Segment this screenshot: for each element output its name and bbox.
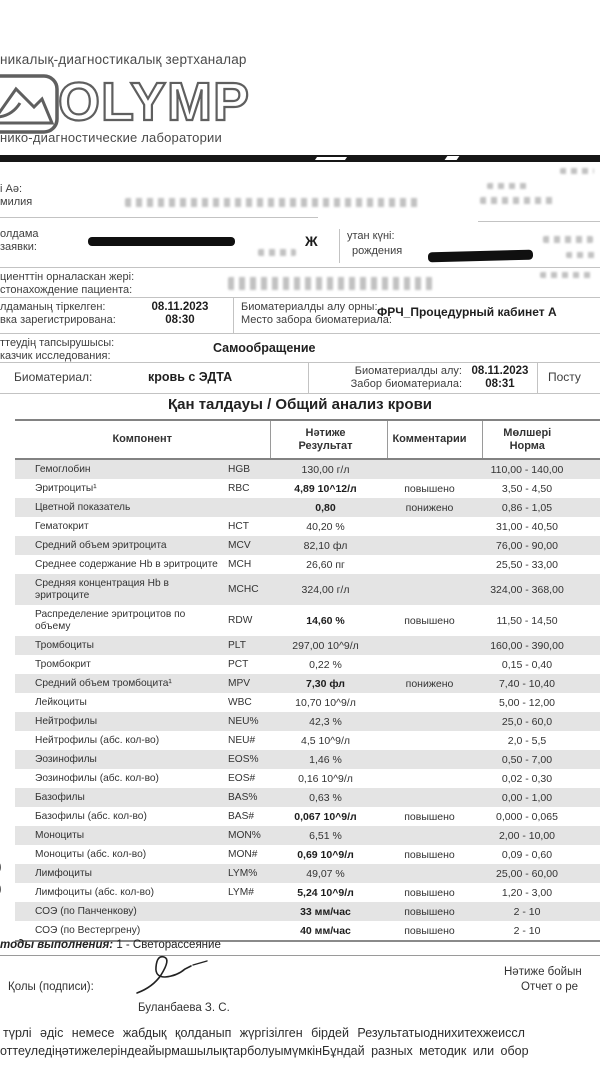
result-value: 82,10 фл bbox=[303, 539, 348, 552]
norm-range: 2,0 - 5,5 bbox=[507, 734, 547, 747]
divider-line bbox=[233, 298, 234, 333]
table-row bbox=[15, 864, 600, 883]
divider-line bbox=[0, 362, 600, 363]
divider-line bbox=[339, 229, 340, 263]
component-code: MCH bbox=[228, 559, 252, 570]
divider-line bbox=[0, 393, 600, 394]
component-code: BAS# bbox=[228, 811, 255, 822]
comment-flag bbox=[387, 693, 482, 712]
component-name-line1: Лимфоциты (абс. кол-во) bbox=[35, 886, 155, 898]
component-name-line1: СОЭ (по Вестергрену) bbox=[35, 924, 141, 936]
header-norm bbox=[482, 420, 600, 459]
table-row bbox=[15, 750, 600, 769]
component-name bbox=[15, 459, 228, 479]
norm-range: 1,20 - 3,00 bbox=[501, 886, 553, 899]
component-name bbox=[15, 574, 228, 605]
redacted-value bbox=[560, 168, 594, 174]
result-value: 5,24 10^9/л bbox=[297, 886, 354, 899]
norm-range: 160,00 - 390,00 bbox=[490, 639, 564, 652]
table-row bbox=[15, 636, 600, 655]
table-row bbox=[15, 605, 600, 636]
table-row bbox=[15, 845, 600, 864]
table-row bbox=[15, 883, 600, 902]
component-code: MCV bbox=[228, 540, 251, 551]
patient-name-label-ru: милия bbox=[0, 196, 33, 208]
table-row bbox=[15, 498, 600, 517]
gender-value: Ж bbox=[305, 233, 318, 249]
request-label-kz: олдама bbox=[0, 228, 39, 240]
table-row bbox=[15, 555, 600, 574]
header-result-ru: Результат bbox=[298, 439, 353, 452]
result-value: 1,46 % bbox=[309, 753, 342, 766]
component-code: MCHC bbox=[228, 584, 259, 595]
norm-range: 3,50 - 4,50 bbox=[501, 482, 553, 495]
component-name bbox=[15, 498, 228, 517]
result-value: 14,60 % bbox=[306, 614, 345, 627]
sampling-time: 08:31 bbox=[485, 378, 515, 390]
lab-network-name-kz: никалық-диагностикалық зертханалар bbox=[0, 52, 247, 67]
component-name-line1: Тромбокрит bbox=[35, 658, 91, 670]
divider-line bbox=[537, 363, 538, 393]
component-name bbox=[15, 826, 228, 845]
redacted-request-number bbox=[88, 237, 235, 246]
component-code: RBC bbox=[228, 483, 250, 494]
methods-label: тоды выполнения: bbox=[0, 939, 114, 951]
result-value: 10,70 10^9/л bbox=[295, 696, 356, 709]
component-name-line1: Цветной показатель bbox=[35, 501, 131, 513]
table-row bbox=[15, 712, 600, 731]
divider-line bbox=[0, 217, 318, 218]
signature-icon bbox=[133, 951, 213, 999]
divider-line bbox=[308, 363, 309, 393]
redacted-value bbox=[480, 197, 555, 204]
component-code: EOS% bbox=[228, 754, 259, 765]
methods-value: 1 - Светорассеяние bbox=[116, 939, 221, 951]
table-row bbox=[15, 517, 600, 536]
result-value: 6,51 % bbox=[309, 829, 342, 842]
component-name bbox=[15, 555, 228, 574]
result-note-line1: Нәтиже бойын bbox=[504, 966, 582, 978]
norm-range: 5,00 - 12,00 bbox=[498, 696, 556, 709]
result-value: 40,20 % bbox=[306, 520, 345, 533]
norm-range: 25,0 - 60,0 bbox=[501, 715, 553, 728]
component-code: LYM# bbox=[228, 887, 254, 898]
bar-notch bbox=[315, 157, 347, 160]
comment-flag bbox=[387, 826, 482, 845]
comment-flag bbox=[387, 788, 482, 807]
comment-flag bbox=[387, 769, 482, 788]
result-value: 4,89 10^12/л bbox=[294, 482, 357, 495]
component-code: MON% bbox=[228, 830, 261, 841]
component-code bbox=[228, 902, 270, 921]
redacted-birth-date bbox=[428, 250, 533, 263]
location-label-kz: циенттін орналаскан жері: bbox=[0, 271, 135, 283]
norm-range: 31,00 - 40,50 bbox=[496, 520, 558, 533]
norm-range: 0,86 - 1,05 bbox=[501, 501, 553, 514]
table-row bbox=[15, 788, 600, 807]
comment-flag bbox=[387, 655, 482, 674]
component-name bbox=[15, 605, 228, 636]
patient-name-label-kz: і Аә: bbox=[0, 183, 23, 195]
signature-label: Қолы (подписи): bbox=[8, 981, 94, 993]
result-value: 130,00 г/л bbox=[301, 463, 350, 476]
divider-line bbox=[0, 297, 600, 298]
component-code: MON# bbox=[228, 849, 258, 860]
header-result-kz: Нәтиже bbox=[305, 426, 346, 439]
olymp-logo bbox=[56, 70, 266, 134]
component-name-line1: Средняя концентрация Hb в bbox=[35, 577, 169, 589]
component-name-line1: Тромбоциты bbox=[35, 639, 94, 651]
table-row bbox=[15, 902, 600, 921]
norm-range: 0,00 - 1,00 bbox=[501, 791, 553, 804]
biomaterial-value: кровь с ЭДТА bbox=[148, 370, 233, 384]
results-table bbox=[15, 419, 600, 942]
result-value: 0,067 10^9/л bbox=[294, 810, 357, 823]
comment-flag bbox=[387, 712, 482, 731]
component-code: LYM% bbox=[228, 868, 258, 879]
sampling-label-ru: Забор биоматериала: bbox=[350, 378, 462, 390]
component-name bbox=[15, 636, 228, 655]
norm-range: 0,000 - 0,065 bbox=[496, 810, 558, 823]
result-value: 4,5 10^9/л bbox=[300, 734, 350, 747]
norm-range: 25,50 - 33,00 bbox=[496, 558, 558, 571]
comment-flag: понижено bbox=[405, 501, 454, 514]
norm-range: 0,09 - 0,60 bbox=[501, 848, 553, 861]
table-row bbox=[15, 655, 600, 674]
comment-flag bbox=[387, 574, 482, 605]
divider-line bbox=[478, 221, 600, 222]
redacted-value bbox=[540, 272, 592, 278]
table-row bbox=[15, 459, 600, 479]
sampling-label-kz: Биоматериалды алу: bbox=[354, 365, 462, 377]
component-name-line1: Моноциты (абс. кол-во) bbox=[35, 848, 147, 860]
header-norm-ru: Норма bbox=[509, 439, 545, 452]
sampling-place-label-ru: Место забора биоматериала: bbox=[241, 314, 392, 326]
component-code: MPV bbox=[228, 678, 251, 689]
component-code: HCT bbox=[228, 521, 249, 532]
table-header-row bbox=[15, 420, 600, 459]
comment-flag: повышено bbox=[404, 905, 455, 918]
result-value: 0,80 bbox=[315, 501, 336, 514]
result-value: 0,63 % bbox=[309, 791, 342, 804]
component-name bbox=[15, 693, 228, 712]
scan-artifact bbox=[0, 883, 2, 895]
component-name-line1: Эозинофилы (абс. кол-во) bbox=[35, 772, 159, 784]
table-row bbox=[15, 731, 600, 750]
result-value: 0,22 % bbox=[309, 658, 342, 671]
norm-range: 2,00 - 10,00 bbox=[498, 829, 556, 842]
divider-line bbox=[0, 333, 600, 334]
comment-flag bbox=[387, 517, 482, 536]
redacted-value bbox=[566, 252, 596, 258]
result-value: 324,00 г/л bbox=[301, 583, 350, 596]
comment-flag bbox=[387, 750, 482, 769]
sampling-date: 08.11.2023 bbox=[471, 365, 529, 377]
component-name-line1: Нейтрофилы bbox=[35, 715, 98, 727]
component-name bbox=[15, 788, 228, 807]
table-row bbox=[15, 693, 600, 712]
methods-line bbox=[0, 938, 600, 956]
scan-artifact bbox=[0, 861, 2, 873]
component-code: WBC bbox=[228, 697, 252, 708]
component-code: NEU% bbox=[228, 716, 259, 727]
table-row bbox=[15, 807, 600, 826]
redacted-patient-name bbox=[125, 198, 420, 207]
comment-flag: повышено bbox=[404, 810, 455, 823]
signatory-name: Буланбаева З. С. bbox=[138, 1002, 230, 1014]
component-code: PLT bbox=[228, 640, 246, 651]
norm-range: 76,00 - 90,00 bbox=[496, 539, 558, 552]
result-value: 0,69 10^9/л bbox=[297, 848, 354, 861]
component-name-line1: Базофилы (абс. кол-во) bbox=[35, 810, 147, 822]
component-name-line1: Среднее содержание Hb в эритроците bbox=[35, 558, 218, 570]
olymp-logo-text: OLYMP bbox=[58, 72, 251, 132]
component-name bbox=[15, 712, 228, 731]
component-name bbox=[15, 883, 228, 902]
redacted-value bbox=[543, 236, 593, 243]
norm-range: 324,00 - 368,00 bbox=[490, 583, 564, 596]
component-name bbox=[15, 517, 228, 536]
component-name-line1: СОЭ (по Панченкову) bbox=[35, 905, 137, 917]
table-row bbox=[15, 674, 600, 693]
norm-range: 110,00 - 140,00 bbox=[490, 463, 564, 476]
sampling-place-value: ФРЧ_Процедурный кабинет А bbox=[377, 305, 557, 319]
result-value: 49,07 % bbox=[306, 867, 345, 880]
header-comment: Комментарии bbox=[387, 420, 482, 459]
table-row bbox=[15, 826, 600, 845]
component-name-line1: Средний объем эритроцита bbox=[35, 539, 167, 551]
result-value: 297,00 10^9/л bbox=[292, 639, 359, 652]
location-label-ru: стонахождение пациента: bbox=[0, 284, 133, 296]
result-value: 40 мм/час bbox=[270, 921, 387, 941]
divider-line bbox=[0, 267, 600, 268]
redacted-value bbox=[487, 183, 527, 189]
comment-flag bbox=[387, 731, 482, 750]
component-name-line1: Эритроциты¹ bbox=[35, 482, 97, 494]
result-value: 0,16 10^9/л bbox=[298, 772, 353, 785]
norm-range: 0,02 - 0,30 bbox=[501, 772, 553, 785]
component-name-line1: Средний объем тромбоцита¹ bbox=[35, 677, 172, 689]
comment-flag: понижено bbox=[405, 677, 454, 690]
norm-range: 11,50 - 14,50 bbox=[496, 614, 558, 627]
comment-flag bbox=[387, 555, 482, 574]
table-row bbox=[15, 536, 600, 555]
header-result bbox=[270, 420, 387, 459]
registered-date: 08.11.2023 bbox=[151, 301, 209, 313]
norm-range: 25,00 - 60,00 bbox=[496, 867, 558, 880]
component-name-line2: объему bbox=[35, 620, 71, 632]
header-component: Компонент bbox=[15, 420, 270, 459]
registered-label-ru: вка зарегистрирована: bbox=[0, 314, 116, 326]
registered-time: 08:30 bbox=[165, 314, 195, 326]
component-name-line1: Гемоглобин bbox=[35, 463, 91, 475]
component-code: RDW bbox=[228, 615, 253, 626]
component-name bbox=[15, 864, 228, 883]
result-value: 42,3 % bbox=[309, 715, 342, 728]
component-name bbox=[15, 536, 228, 555]
registered-label-kz: лдаманың тіркелген: bbox=[0, 301, 106, 313]
comment-flag: повышено bbox=[404, 482, 455, 495]
component-name-line1: Лейкоциты bbox=[35, 696, 87, 708]
component-name-line1: Нейтрофилы (абс. кол-во) bbox=[35, 734, 160, 746]
component-code: HGB bbox=[228, 464, 251, 475]
component-name-line1: Распределение эритроцитов по bbox=[35, 608, 186, 620]
component-name-line2: эритроците bbox=[35, 589, 90, 601]
component-name-line1: Базофилы bbox=[35, 791, 85, 803]
component-name bbox=[15, 731, 228, 750]
component-name-line1: Моноциты bbox=[35, 829, 85, 841]
component-name bbox=[15, 655, 228, 674]
birth-date-label-ru: рождения bbox=[352, 245, 403, 257]
comment-flag bbox=[387, 459, 482, 479]
component-name-line1: Лимфоциты bbox=[35, 867, 92, 879]
component-name bbox=[15, 750, 228, 769]
table-row bbox=[15, 769, 600, 788]
component-name bbox=[15, 902, 228, 921]
receipt-label-clipped: Посту bbox=[548, 370, 581, 384]
header-norm-kz: Мөлшері bbox=[503, 426, 552, 439]
header-divider-bar bbox=[0, 155, 600, 162]
customer-value: Самообращение bbox=[213, 341, 316, 355]
birth-date-label-kz: утан күні: bbox=[347, 230, 395, 242]
component-name bbox=[15, 807, 228, 826]
result-value: 26,60 пг bbox=[306, 558, 345, 571]
footer-disclaimer-line2: оттеуледіңәтижелеріндеайырмашылықтарболуымүмкінБұндай разных методик или обор bbox=[0, 1044, 529, 1058]
comment-flag bbox=[387, 864, 482, 883]
comment-flag bbox=[387, 636, 482, 655]
redacted-location bbox=[228, 277, 433, 290]
component-code: PCT bbox=[228, 659, 249, 670]
report-title: Қан талдауы / Общий анализ крови bbox=[167, 396, 433, 413]
redacted-value bbox=[258, 249, 296, 256]
norm-range: 2 - 10 bbox=[513, 905, 541, 918]
customer-label-ru: казчик исследования: bbox=[0, 350, 111, 362]
component-name-line1: Эозинофилы bbox=[35, 753, 97, 765]
biomaterial-label: Биоматериал: bbox=[14, 370, 93, 384]
sampling-place-label-kz: Биоматериалды алу орны: bbox=[241, 301, 378, 313]
component-name-line1: Гематокрит bbox=[35, 520, 89, 532]
norm-range: 0,15 - 0,40 bbox=[501, 658, 553, 671]
component-name bbox=[15, 479, 228, 498]
result-note-line2: Отчет о ре bbox=[521, 981, 579, 993]
norm-range: 7,40 - 10,40 bbox=[498, 677, 556, 690]
comment-flag: повышено bbox=[404, 614, 455, 627]
component-code: NEU# bbox=[228, 735, 256, 746]
component-code: BAS% bbox=[228, 792, 258, 803]
result-value: 33 мм/час bbox=[300, 905, 351, 918]
comment-flag: повышено bbox=[387, 921, 482, 941]
component-name bbox=[15, 769, 228, 788]
request-label-ru: заявки: bbox=[0, 241, 37, 253]
bar-notch bbox=[445, 156, 460, 160]
customer-label-kz: ттеудің тапсырушысы: bbox=[0, 337, 115, 349]
footer-disclaimer-line1: түрлі әдіс немесе жабдық қолданып жүргізілген бірдей Результатыоднихитехжеиссл bbox=[3, 1026, 525, 1040]
table-row bbox=[15, 479, 600, 498]
olymp-mountain-icon bbox=[0, 73, 60, 135]
component-name bbox=[15, 845, 228, 864]
table-row bbox=[15, 574, 600, 605]
norm-range: 2 - 10 bbox=[482, 921, 600, 941]
comment-flag: повышено bbox=[404, 886, 455, 899]
comment-flag bbox=[387, 536, 482, 555]
result-value: 7,30 фл bbox=[306, 677, 345, 690]
norm-range: 0,50 - 7,00 bbox=[501, 753, 553, 766]
comment-flag: повышено bbox=[404, 848, 455, 861]
component-code bbox=[228, 498, 270, 517]
lab-network-name-ru: нико-диагностические лаборатории bbox=[0, 130, 222, 145]
component-name bbox=[15, 674, 228, 693]
component-code: EOS# bbox=[228, 773, 256, 784]
